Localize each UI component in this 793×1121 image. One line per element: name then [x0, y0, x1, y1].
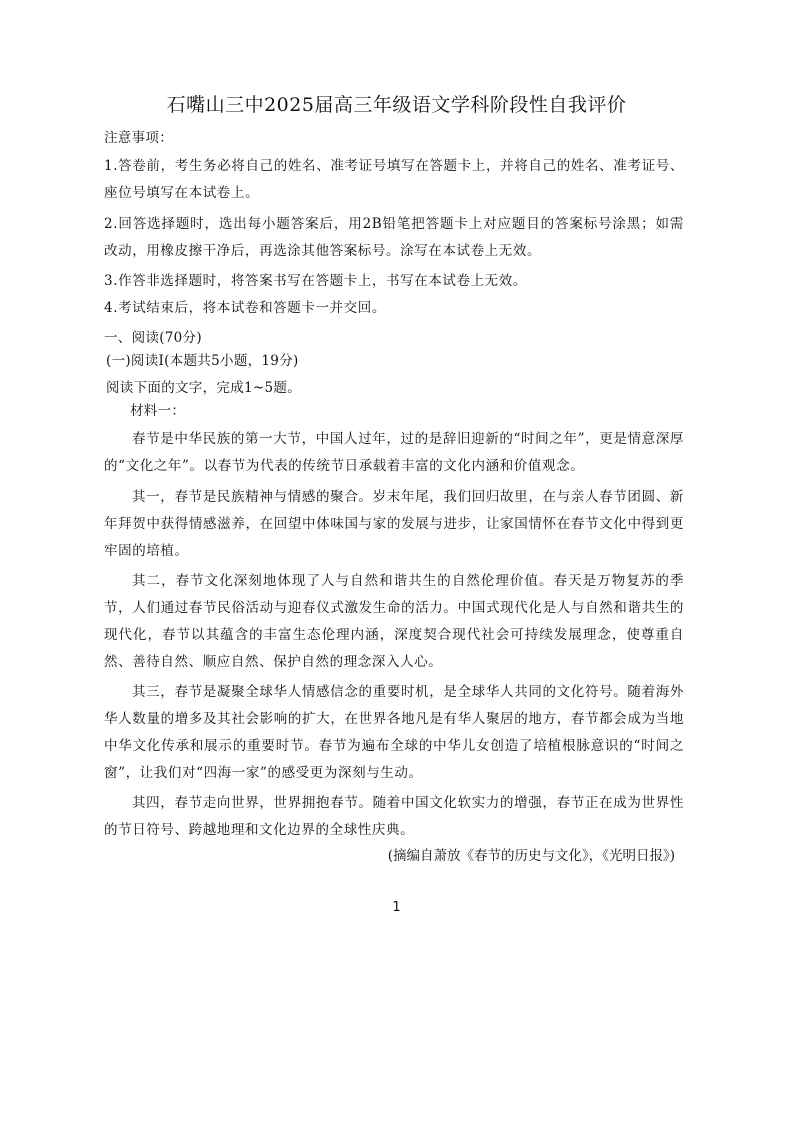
section-instruction: 阅读下面的文字，完成1~5题。 — [106, 380, 301, 396]
notice-item-3: 3.作答非选择题时，将答案书写在答题卡上，书写在本试卷上无效。 — [104, 273, 527, 289]
source-citation: (摘编自萧放《春节的历史与文化》，《光明日报》) — [387, 848, 675, 864]
page-title: 石嘴山三中2025届高三年级语文学科阶段性自我评价 — [166, 94, 627, 116]
material-paragraph-3: 其二，春节文化深刻地体现了人与自然和谐共生的自然伦理价值。春天是万物复苏的季节，人们通过春节民俗活动与迎春仪式激发生命的活力。中国式现代化是人与自然和谐共生的现代化，春节以其蕴含的丰富生态伦理内涵，深度契合现代社会可持续发展理念，使尊重自然、善待自然、顺应自然、保护自然的理念深入人心。 — [104, 573, 684, 670]
notice-item-4: 4.考试结束后，将本试卷和答题卡一并交回。 — [104, 300, 386, 316]
page-number: 1 — [392, 900, 401, 915]
material-paragraph-4: 其三，春节是凝聚全球华人情感信念的重要时机，是全球华人共同的文化符号。随着海外华人数量的增多及其社会影响的扩大，在世界各地凡是有华人聚居的地方，春节都会成为当地中华文化传承和展示的重要时节。春节为遍布全球的中华儿女创造了培植根脉意识的“时间之窗”，让我们对“四海一家”的感受更为深刻与生动。 — [104, 684, 684, 781]
section-sub-heading: (一)阅读Ⅰ(本题共5小题，19分) — [106, 353, 299, 369]
notice-item-2: 2.回答选择题时，选出每小题答案后，用2B铅笔把答题卡上对应题目的答案标号涂黑；如需改动，用橡皮擦干净后，再选涂其他答案标号。涂写在本试卷上无效。 — [104, 216, 684, 259]
section-heading: 一、阅读(70分) — [104, 330, 202, 346]
material-paragraph-1: 春节是中华民族的第一大节，中国人过年，过的是辞旧迎新的“时间之年”，更是情意深厚的“文化之年”。以春节为代表的传统节日承载着丰富的文化内涵和价值观念。 — [104, 431, 684, 474]
notice-item-1: 1.答卷前，考生务必将自己的姓名、准考证号填写在答题卡上，并将自己的姓名、准考证号、座位号填写在本试卷上。 — [104, 158, 684, 201]
material-paragraph-5: 其四，春节走向世界，世界拥抱春节。随着中国文化软实力的增强，春节正在成为世界性的节日符号、跨越地理和文化边界的全球性庆典。 — [104, 795, 684, 838]
notice-heading: 注意事项： — [104, 130, 173, 146]
material-paragraph-2: 其一，春节是民族精神与情感的聚合。岁末年尾，我们回归故里，在与亲人春节团圆、新年拜贺中获得情感滋养，在回望中体味国与家的发展与进步，让家国情怀在春节文化中得到更牢固的培植。 — [104, 489, 684, 559]
material-label: 材料一： — [130, 403, 186, 419]
